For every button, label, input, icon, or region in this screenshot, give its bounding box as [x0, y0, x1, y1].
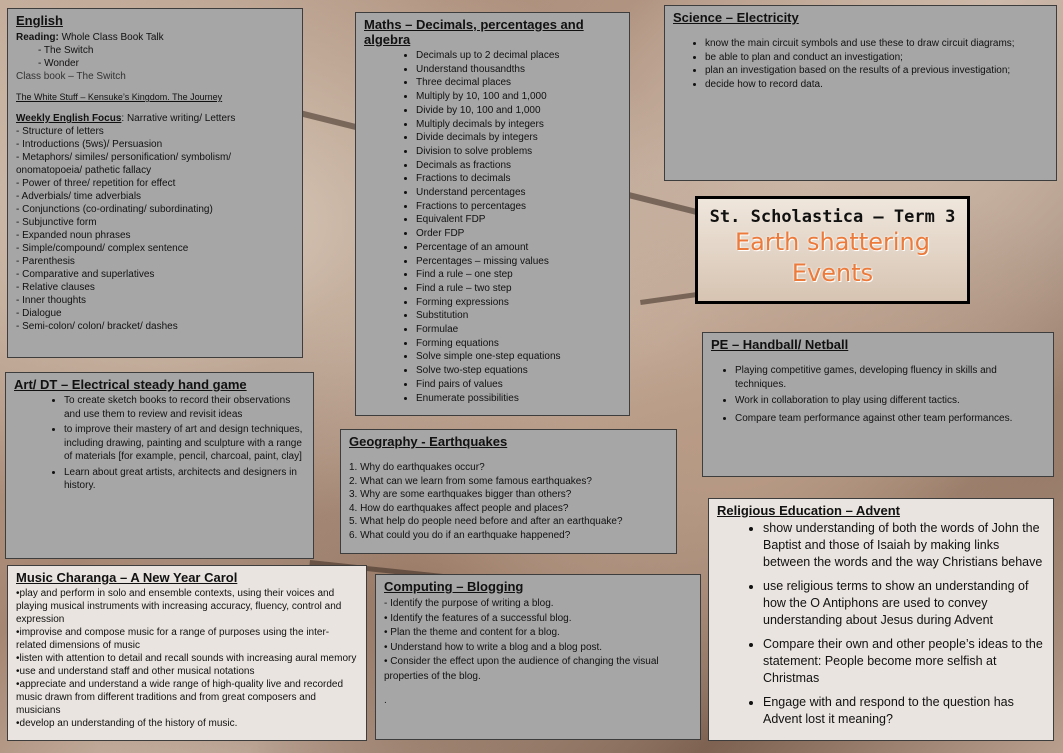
science-item: • decide how to record data. — [705, 78, 1048, 92]
english-item: - Subjunctive form — [16, 217, 97, 228]
maths-item: • Multiply by 10, 100 and 1,000 — [416, 90, 621, 104]
music-item: •play and perform in solo and ensemble contexts, using their voices and playing musical instruments with increasing accuracy, fluency, control and expression — [16, 588, 342, 625]
english-item: - Parenthesis — [16, 256, 75, 267]
re-list — [717, 520, 1045, 728]
books-line: The White Stuff – Kensuke’s Kingdom. The Journey — [16, 92, 223, 102]
english-item: - Expanded noun phrases — [16, 230, 131, 241]
science-item: • plan an investigation based on the results of a previous investigation; — [705, 64, 1048, 78]
computing-item: • Consider the effect upon the audience of changing the visual properties of the blog. — [384, 656, 659, 682]
computing-item: • Understand how to write a blog and a blog post. — [384, 641, 603, 653]
maths-item: • Equivalent FDP — [416, 213, 621, 227]
maths-item: • Substitution — [416, 309, 621, 323]
pe-item: • Playing competitive games, developing fluency in skills and techniques. — [735, 364, 1045, 392]
geography-list — [349, 461, 668, 542]
english-item: - Simple/compound/ complex sentence — [16, 243, 189, 254]
term-title-banner — [695, 196, 970, 304]
maths-item: • Divide decimals by integers — [416, 131, 621, 145]
science-panel — [664, 5, 1057, 181]
maths-item: • Understand thousandths — [416, 63, 621, 77]
english-item: - Comparative and superlatives — [16, 269, 155, 280]
pe-title: PE – Handball/ Netball — [711, 337, 849, 352]
computing-title: Computing – Blogging — [384, 579, 524, 594]
maths-item: • Three decimal places — [416, 76, 621, 90]
geography-panel — [340, 429, 677, 554]
reading-text: Whole Class Book Talk — [61, 32, 164, 43]
english-item: - Adverbials/ time adverbials — [16, 191, 142, 202]
english-item: - Inner thoughts — [16, 295, 87, 306]
reading-label: Reading: — [16, 32, 59, 43]
science-title: Science – Electricity — [673, 10, 799, 25]
geography-item: 6. What could you do if an earthquake happened? — [349, 529, 571, 541]
music-item: •appreciate and understand a wide range of high-quality live and recorded music drawn from different traditions and from great composers and musicians — [16, 679, 344, 716]
re-item: • Compare their own and other people’s ideas to the statement: People become more selfish at Christmas — [763, 636, 1045, 687]
english-title: English — [16, 13, 63, 28]
english-item: - Structure of letters — [16, 126, 104, 137]
english-item: - Dialogue — [16, 308, 62, 319]
art-item: • to improve their mastery of art and design techniques, including drawing, painting and sculpture with a range of materials [for example, pencil, charcoal, paint, clay] — [64, 423, 305, 464]
science-item: • know the main circuit symbols and use these to draw circuit diagrams; — [705, 37, 1048, 51]
maths-item: • Fractions to percentages — [416, 200, 621, 214]
maths-item: • Percentage of an amount — [416, 241, 621, 255]
computing-item: - Identify the purpose of writing a blog. — [384, 598, 554, 609]
music-item: •develop an understanding of the history of music. — [16, 718, 238, 729]
music-panel — [7, 565, 367, 741]
maths-item: • Find pairs of values — [416, 378, 621, 392]
english-item: - Introductions (5ws)/ Persuasion — [16, 139, 163, 150]
maths-list — [364, 49, 621, 405]
english-item: - Conjunctions (co-ordinating/ subordinating) — [16, 204, 213, 215]
maths-item: • Find a rule – one step — [416, 268, 621, 282]
music-item: •improvise and compose music for a range of purposes using the inter-related dimensions of music — [16, 627, 330, 651]
english-reading — [16, 31, 294, 44]
computing-panel — [375, 574, 701, 740]
computing-item: • Identify the features of a successful blog. — [384, 612, 572, 624]
english-item: - Metaphors/ similes/ personification/ symbolism/ — [16, 152, 232, 163]
music-item: •listen with attention to detail and recall sounds with increasing aural memory — [16, 653, 357, 664]
maths-item: • Enumerate possibilities — [416, 392, 621, 406]
maths-item: • Solve two-step equations — [416, 364, 621, 378]
english-panel — [7, 8, 303, 358]
maths-item: • Division to solve problems — [416, 145, 621, 159]
focus-text: : Narrative writing/ Letters — [121, 113, 236, 124]
art-title: Art/ DT – Electrical steady hand game — [14, 377, 247, 392]
pe-list — [711, 364, 1045, 426]
art-list — [14, 394, 305, 493]
geography-item: 4. How do earthquakes affect people and places? — [349, 502, 569, 514]
maths-panel — [355, 12, 630, 416]
focus-label: Weekly English Focus — [16, 113, 122, 124]
maths-item: • Percentages – missing values — [416, 255, 621, 269]
maths-title: Maths – Decimals, percentages and algebra — [364, 17, 584, 47]
science-item: • be able to plan and conduct an investigation; — [705, 51, 1048, 65]
art-panel — [5, 372, 314, 559]
english-item: - Relative clauses — [16, 282, 95, 293]
maths-item: • Forming equations — [416, 337, 621, 351]
maths-item: • Find a rule – two step — [416, 282, 621, 296]
geography-item: 3. Why are some earthquakes bigger than others? — [349, 489, 572, 500]
art-item: • Learn about great artists, architects and designers in history. — [64, 466, 305, 493]
computing-trailing: . — [384, 695, 387, 706]
re-title: Religious Education – Advent — [717, 503, 900, 518]
geography-item: 2. What can we learn from some famous earthquakes? — [349, 475, 592, 487]
geography-item: 5. What help do people need before and after an earthquake? — [349, 516, 623, 527]
maths-item: • Decimals up to 2 decimal places — [416, 49, 621, 63]
banner-heading: St. Scholastica – Term 3 — [709, 207, 956, 227]
re-item: • show understanding of both the words of John the Baptist and those of Isaiah by making links between the words and the way Christians behave — [763, 520, 1045, 571]
english-item: - Power of three/ repetition for effect — [16, 178, 176, 189]
maths-item: • Formulae — [416, 323, 621, 337]
computing-item: • Plan the theme and content for a blog. — [384, 627, 560, 638]
science-list — [673, 37, 1048, 91]
maths-item: • Order FDP — [416, 227, 621, 241]
focus-line — [16, 112, 294, 125]
pe-item: • Compare team performance against other team performances. — [735, 412, 1045, 426]
maths-item: • Multiply decimals by integers — [416, 118, 621, 132]
art-item: • To create sketch books to record their observations and use them to review and revisit ideas — [64, 394, 305, 421]
re-item: • use religious terms to show an understanding of how the O Antiphons are used to convey understanding about Jesus during Advent — [763, 578, 1045, 629]
geography-title: Geography - Earthquakes — [349, 434, 508, 449]
maths-item: • Fractions to decimals — [416, 172, 621, 186]
pe-panel — [702, 332, 1054, 477]
re-item: • Engage with and respond to the question has Advent lost it meaning? — [763, 694, 1045, 728]
maths-item: • Solve simple one-step equations — [416, 350, 621, 364]
reading-item: - The Switch — [38, 45, 94, 56]
re-panel — [708, 498, 1054, 741]
english-item: - Semi-colon/ colon/ bracket/ dashes — [16, 321, 178, 332]
maths-item: • Understand percentages — [416, 186, 621, 200]
music-title: Music Charanga – A New Year Carol — [16, 570, 238, 585]
english-item: onomatopoeia/ pathetic fallacy — [16, 165, 152, 176]
pe-item: • Work in collaboration to play using different tactics. — [735, 394, 1045, 408]
geography-item: 1. Why do earthquakes occur? — [349, 462, 485, 473]
maths-item: • Forming expressions — [416, 296, 621, 310]
music-item: •use and understand staff and other musical notations — [16, 666, 255, 677]
banner-line-3: Events — [791, 259, 874, 287]
maths-item: • Decimals as fractions — [416, 159, 621, 173]
banner-line-2: Earth shattering — [735, 228, 930, 256]
class-book: Class book – The Switch — [16, 71, 126, 82]
maths-item: • Divide by 10, 100 and 1,000 — [416, 104, 621, 118]
reading-item: - Wonder — [38, 58, 79, 69]
